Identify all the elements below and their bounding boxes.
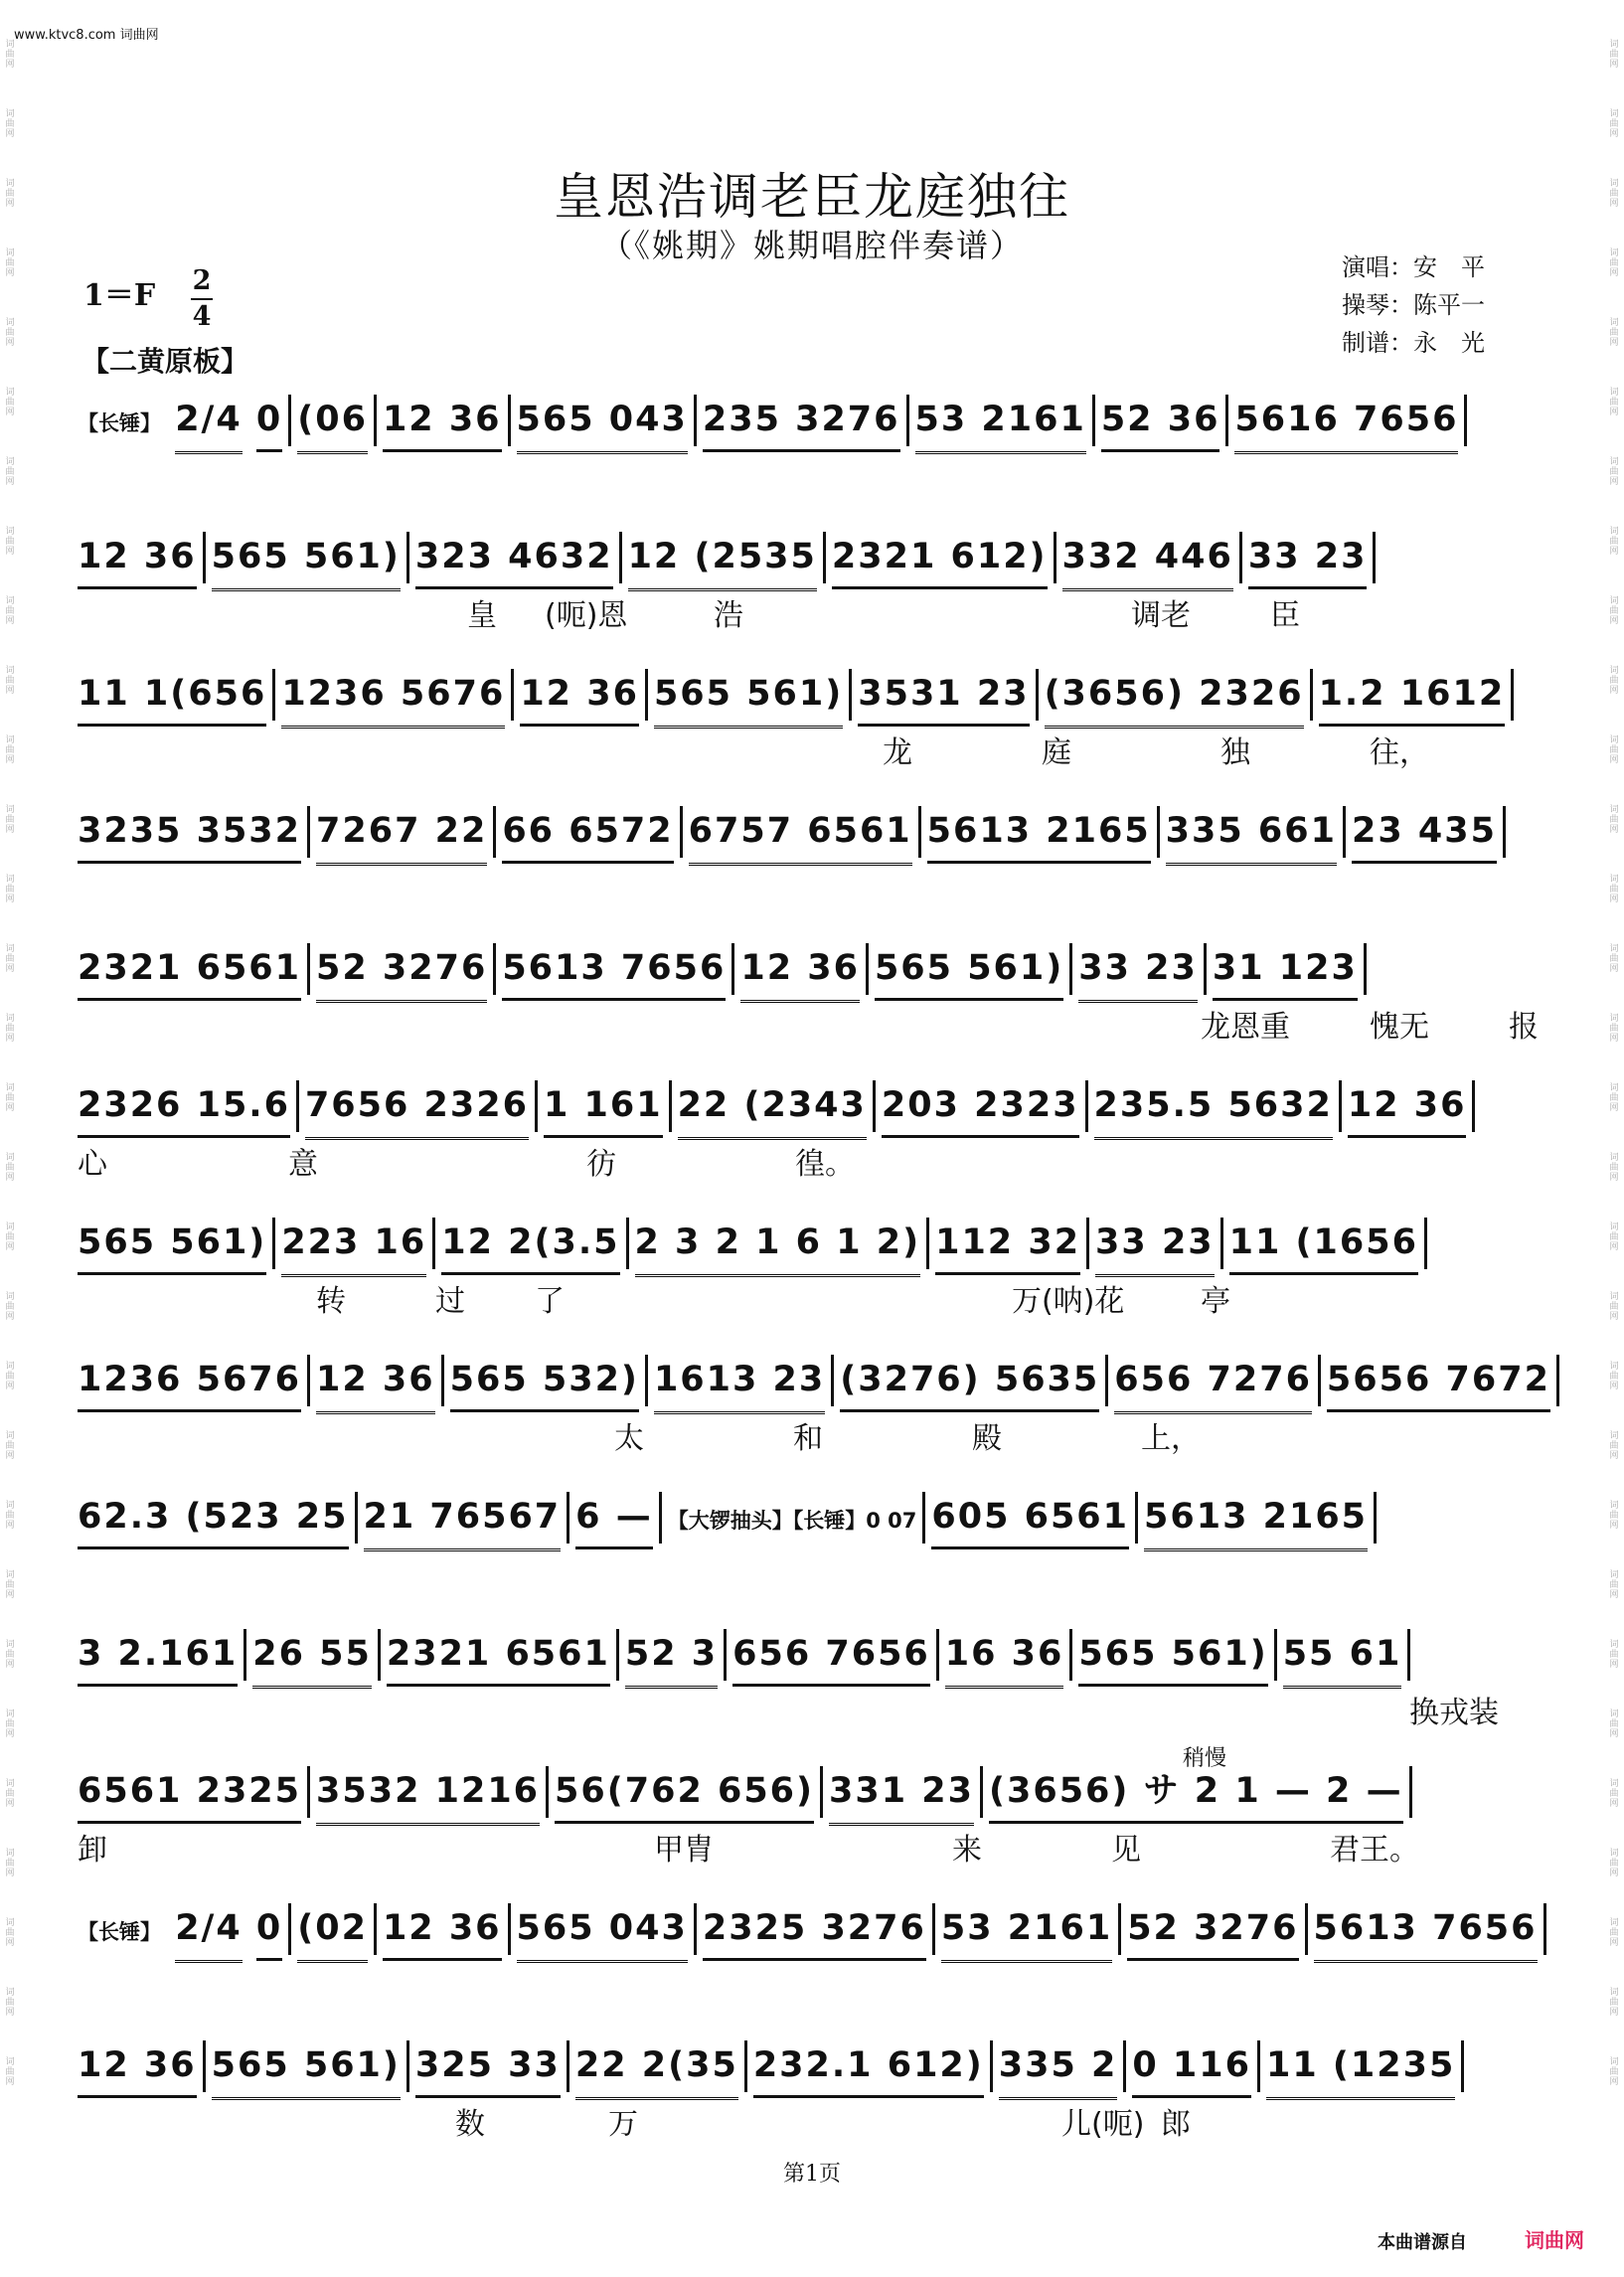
measure: 12 36 (383, 390, 502, 452)
barline (926, 1218, 929, 1269)
barline (1086, 1218, 1089, 1269)
measure: 12 (2535 (628, 527, 817, 591)
barline (1343, 806, 1346, 858)
meter-bottom: 4 (192, 301, 212, 332)
barline (1036, 669, 1039, 721)
notation-row (78, 390, 1539, 449)
lyric-text: 皇 (467, 598, 497, 633)
measure: 22 (2343 (678, 1075, 867, 1140)
barline (511, 669, 514, 721)
barline (831, 1355, 834, 1406)
measure: 7656 2326 (305, 1075, 529, 1140)
barline (1157, 806, 1160, 858)
barline (493, 806, 496, 858)
measure: 62.3 (523 25 (78, 1487, 349, 1549)
barline (823, 532, 826, 583)
measure: 656 7276 (1114, 1350, 1312, 1414)
measure: 5613 7656 (1314, 1898, 1538, 1963)
barline (1472, 1080, 1475, 1132)
lyric-text: 报 (1509, 1010, 1539, 1045)
barline (906, 395, 909, 446)
measure: 12 36 (383, 1898, 502, 1961)
meter-top: 2 (192, 265, 212, 296)
measure: 53 2161 (915, 390, 1086, 454)
measure: 112 32 (935, 1213, 1080, 1275)
barline (272, 1218, 275, 1269)
barline (619, 532, 622, 583)
barline (616, 1629, 619, 1681)
section-marker: 【长锤】 (78, 411, 161, 435)
lyrics-row (78, 1962, 1539, 2002)
barline (1274, 1629, 1277, 1681)
barline (922, 1492, 925, 1544)
measure: 3235 3532 (78, 801, 301, 864)
barline (1069, 943, 1072, 995)
measure: 1 161 (544, 1075, 663, 1138)
barline (546, 1766, 549, 1818)
barline (1135, 1492, 1138, 1544)
barline (744, 2040, 747, 2092)
measure: 33 23 (1078, 938, 1198, 1003)
barline (866, 943, 869, 995)
measure: 5613 2165 (1144, 1487, 1368, 1551)
lyric-text: 愧无 (1370, 1010, 1429, 1045)
lyric-text: 臣 (1270, 598, 1300, 633)
measure: 0 (256, 1898, 282, 1961)
lyric-text: 郎 (1161, 2107, 1191, 2142)
measure: 11 (1656 (1229, 1213, 1418, 1275)
measure: 1236 5676 (78, 1350, 301, 1412)
score-line (78, 1761, 1539, 1898)
notation-row (78, 664, 1539, 724)
measure: 33 23 (1248, 527, 1368, 589)
page-number: 第1页 (783, 2162, 841, 2187)
lyric-text: 往， (1370, 735, 1429, 770)
barline (1407, 1629, 1410, 1681)
measure: 11 (1235 (1266, 2035, 1455, 2100)
barline (694, 395, 697, 446)
measure: 12 36 (78, 2035, 197, 2098)
measure: 0 (256, 390, 282, 452)
lyric-text: 心 (78, 1147, 107, 1182)
barline (535, 1080, 538, 1132)
measure: 565 561) (212, 527, 401, 591)
credit-qin: 操琴：陈平一 (1342, 291, 1485, 319)
lyrics-row (78, 590, 1539, 633)
measure: 565 561) (212, 2035, 401, 2100)
measure: 2/4 (175, 1898, 243, 1963)
lyrics-row (78, 1413, 1539, 1456)
measure: 53 2161 (941, 1898, 1112, 1963)
barline (980, 1766, 983, 1818)
notation-row (78, 1898, 1539, 1958)
lyric-text: 彷 (586, 1147, 616, 1182)
lyric-text: 卸 (78, 1833, 107, 1868)
barline (1305, 1903, 1308, 1955)
score-line (78, 938, 1539, 1075)
lyric-text: 和 (793, 1421, 823, 1456)
lyric-text: 万(呐)花 (1012, 1284, 1125, 1319)
barline (1105, 1355, 1108, 1406)
barline (1225, 395, 1228, 446)
measure: 656 7656 (732, 1624, 930, 1687)
measure: (3656) サ 2 1 — 2 — (989, 1761, 1403, 1824)
measure: 56(762 656) (555, 1761, 814, 1824)
score-line (78, 527, 1539, 664)
measure: 235 3276 (703, 390, 900, 452)
barline (1374, 1492, 1377, 1544)
tempo-mark: 稍慢 (1183, 1746, 1227, 1771)
barline (1461, 2040, 1464, 2092)
barline (873, 1080, 876, 1132)
barline (1257, 2040, 1260, 2092)
measure: 21 76567 (364, 1487, 562, 1551)
measure: 323 4632 (415, 527, 613, 589)
measure: 52 3 (625, 1624, 718, 1689)
lyric-text: 转 (316, 1284, 346, 1319)
measure: 332 446 (1062, 527, 1233, 591)
measure: 5613 2165 (927, 801, 1151, 864)
measure: 565 043 (517, 390, 688, 454)
notation-row (78, 1075, 1539, 1135)
section-marker: 【大锣抽头】【长锤】0 07 (667, 1509, 917, 1533)
measure: 55 61 (1283, 1624, 1402, 1689)
barline (355, 1492, 358, 1544)
measure: 52 3276 (1127, 1898, 1298, 1961)
page-subtitle: （《姚期》姚期唱腔伴奏谱） (599, 227, 1024, 264)
score-line (78, 1075, 1539, 1213)
measure: 1613 23 (654, 1350, 825, 1414)
lyric-text: 君王。 (1330, 1833, 1419, 1868)
measure: 12 2(3.5 (441, 1213, 619, 1275)
barline (307, 1766, 310, 1818)
barline (724, 1629, 727, 1681)
measure: 0 116 (1132, 2035, 1251, 2098)
barline (1373, 532, 1376, 583)
barline (932, 1903, 935, 1955)
barline (1364, 943, 1367, 995)
time-signature (191, 266, 213, 332)
notation-row (78, 1350, 1550, 1409)
measure: 3532 1216 (316, 1761, 540, 1826)
measure: 12 36 (1348, 1075, 1467, 1138)
lyric-text: 数 (455, 2107, 485, 2142)
barline (296, 1080, 299, 1132)
measure: 31 123 (1213, 938, 1358, 1001)
measure: 2326 15.6 (78, 1075, 290, 1138)
barline (990, 2040, 993, 2092)
barline (1118, 1903, 1121, 1955)
measure: 335 2 (999, 2035, 1118, 2100)
barline (406, 2040, 409, 2092)
barline (918, 806, 921, 858)
measure: 2325 3276 (703, 1898, 926, 1961)
barline (1310, 669, 1313, 721)
key-signature: 1＝F (83, 278, 156, 313)
lyric-text: 太 (614, 1421, 644, 1456)
credit-singer: 演唱：安 平 (1342, 253, 1485, 281)
score-line (78, 664, 1539, 801)
notation-row (78, 1624, 1539, 1684)
measure: 2321 612) (832, 527, 1048, 589)
barline (203, 532, 206, 583)
notation-row (78, 1213, 1539, 1272)
lyric-text: 调老 (1131, 598, 1191, 633)
measure: 22 2(35 (575, 2035, 738, 2100)
notation-row (78, 801, 1539, 861)
measure: 2321 6561 (387, 1624, 610, 1687)
lyric-text: 来 (952, 1833, 982, 1868)
lyric-text: 徨。 (795, 1147, 855, 1182)
notation-row (78, 1761, 1539, 1821)
barline (645, 1355, 648, 1406)
measure: 203 2323 (882, 1075, 1079, 1138)
footer-source: 本曲谱源自 (1378, 2232, 1467, 2253)
left-watermark-strip: 词曲网 词曲网 词曲网 词曲网 词曲网 词曲网 词曲网 词曲网 词曲网 词曲网 词曲网 词曲网 词曲网 词曲网 词曲网 词曲网 词曲网 词曲网 词曲网 词曲网 词曲网 词曲网 词曲网 词曲网 词曲网 词曲网 词曲网 词曲网 词曲网 词曲网 (5, 40, 15, 2087)
measure: 5613 7656 (502, 938, 726, 1001)
barline (645, 669, 648, 721)
measure: 2321 6561 (78, 938, 301, 1001)
score-line (78, 1898, 1539, 2035)
measure: 6 — (575, 1487, 653, 1549)
lyric-text: 上， (1141, 1421, 1201, 1456)
lyric-text: 意 (288, 1147, 318, 1182)
lyrics-row (78, 453, 1539, 493)
measure: 565 532) (450, 1350, 639, 1412)
barline (272, 669, 275, 721)
barline (1092, 395, 1095, 446)
measure: 52 3276 (316, 938, 487, 1003)
barline (1239, 532, 1242, 583)
barline (567, 1492, 569, 1544)
lyric-text: 亭 (1201, 1284, 1230, 1319)
measure: 3531 23 (858, 664, 1029, 727)
measure: 232.1 612) (753, 2035, 984, 2098)
barline (1556, 1355, 1559, 1406)
barline (374, 1903, 377, 1955)
lyric-text: (呃)恩 (545, 598, 628, 633)
barline (567, 2040, 569, 2092)
measure: 5616 7656 (1234, 390, 1458, 454)
barline (680, 806, 683, 858)
lyrics-row (78, 1002, 1539, 1045)
section-marker: 【长锤】 (78, 1920, 161, 1944)
measure: 12 36 (78, 527, 197, 589)
barline (820, 1766, 823, 1818)
lyric-text: 换戎装 (1409, 1696, 1499, 1730)
score-line (78, 390, 1539, 527)
barline (1085, 1080, 1088, 1132)
lyric-text: 浩 (714, 598, 743, 633)
measure: 23 435 (1352, 801, 1497, 864)
barline (1054, 532, 1056, 583)
lyric-text: 儿(呃) (1061, 2107, 1145, 2142)
measure: (06 (297, 390, 368, 454)
measure: 66 6572 (502, 801, 673, 864)
barline (1464, 395, 1467, 446)
lyric-text: 甲胄 (654, 1833, 714, 1868)
lyrics-row (78, 1550, 1539, 1590)
lyrics-row (78, 865, 1539, 904)
barline (659, 1492, 662, 1544)
lyrics-row (78, 1139, 1539, 1182)
measure: 331 23 (829, 1761, 974, 1826)
score-line (78, 1624, 1539, 1761)
lyrics-row (78, 1825, 1539, 1868)
measure: 5656 7672 (1327, 1350, 1550, 1412)
measure: (3276) 5635 (840, 1350, 1099, 1412)
barline (406, 532, 409, 583)
measure: 12 36 (316, 1350, 435, 1414)
measure: 7267 22 (316, 801, 487, 866)
measure: 6757 6561 (689, 801, 912, 866)
measure: 16 36 (945, 1624, 1064, 1689)
barline (731, 943, 734, 995)
barline (1204, 943, 1207, 995)
measure: 605 6561 (931, 1487, 1129, 1549)
measure: 223 16 (281, 1213, 426, 1277)
lyric-text: 庭 (1042, 735, 1071, 770)
barline (441, 1355, 444, 1406)
measure: 26 55 (252, 1624, 372, 1689)
lyrics-row (78, 728, 1539, 770)
measure: 52 36 (1101, 390, 1220, 452)
barline (288, 1903, 291, 1955)
measure: 3 2.161 (78, 1624, 238, 1687)
notation-row (78, 2035, 1539, 2095)
barline (307, 806, 310, 858)
lyrics-row (78, 2099, 1539, 2142)
measure: 1.2 1612 (1319, 664, 1506, 727)
credits (1342, 248, 1485, 362)
measure: 12 36 (520, 664, 639, 727)
barline (1424, 1218, 1427, 1269)
measure: 565 561) (1078, 1624, 1267, 1687)
barline (307, 1355, 310, 1406)
measure: 565 561) (875, 938, 1063, 1001)
barline (694, 1903, 697, 1955)
barline (1503, 806, 1506, 858)
lyric-text: 龙 (883, 735, 912, 770)
score-line (78, 801, 1539, 938)
score-line (78, 1213, 1539, 1350)
barline (508, 1903, 511, 1955)
mode-label: 【二黄原板】 (81, 345, 249, 378)
credit-notation: 制谱：永 光 (1342, 329, 1485, 357)
barline (508, 395, 511, 446)
barline (626, 1218, 629, 1269)
score-line (78, 1487, 1539, 1624)
lyrics-row (78, 1688, 1539, 1730)
notation-row (78, 938, 1539, 998)
lyric-text: 独 (1220, 735, 1250, 770)
lyric-text: 殿 (972, 1421, 1002, 1456)
measure: 33 23 (1095, 1213, 1215, 1277)
page-title: 皇恩浩调老臣龙庭独往 (554, 168, 1070, 226)
measure: 2 3 2 1 6 1 2) (635, 1213, 921, 1277)
barline (669, 1080, 672, 1132)
measure: 2/4 (175, 390, 243, 454)
barline (849, 669, 852, 721)
notation-row (78, 527, 1539, 586)
measure: 325 33 (415, 2035, 561, 2098)
lyric-text: 万 (608, 2107, 638, 2142)
footer-logo[interactable]: 词曲网 (1525, 2228, 1584, 2252)
lyrics-row (78, 1276, 1539, 1319)
measure: 1236 5676 (281, 664, 505, 729)
barline (936, 1629, 939, 1681)
measure: 11 1(656 (78, 664, 266, 727)
measure: 565 561) (654, 664, 843, 729)
site-url[interactable]: www.ktvc8.com 词曲网 (14, 28, 159, 43)
lyric-text: 了 (535, 1284, 565, 1319)
measure: 565 561) (78, 1213, 266, 1275)
measure: 565 043 (517, 1898, 688, 1963)
barline (1318, 1355, 1321, 1406)
score-line (78, 1350, 1550, 1487)
barline (1543, 1903, 1546, 1955)
lyric-text: 过 (435, 1284, 465, 1319)
notation-row (78, 1487, 1539, 1546)
barline (1069, 1629, 1072, 1681)
barline (1220, 1218, 1223, 1269)
lyric-text: 见 (1111, 1833, 1141, 1868)
barline (244, 1629, 246, 1681)
measure: 235.5 5632 (1094, 1075, 1333, 1140)
measure: (02 (297, 1898, 368, 1963)
meter-bar (191, 298, 213, 300)
barline (432, 1218, 435, 1269)
barline (307, 943, 310, 995)
barline (493, 943, 496, 995)
barline (1409, 1766, 1412, 1818)
right-watermark-strip: 词曲网 词曲网 词曲网 词曲网 词曲网 词曲网 词曲网 词曲网 词曲网 词曲网 词曲网 词曲网 词曲网 词曲网 词曲网 词曲网 词曲网 词曲网 词曲网 词曲网 词曲网 词曲网 词曲网 词曲网 词曲网 词曲网 词曲网 词曲网 词曲网 词曲网 (1609, 40, 1619, 2087)
lyric-text: 龙恩重 (1201, 1010, 1290, 1045)
barline (378, 1629, 381, 1681)
barline (1511, 669, 1514, 721)
measure: (3656) 2326 (1045, 664, 1304, 729)
barline (374, 395, 377, 446)
barline (1339, 1080, 1342, 1132)
measure: 335 661 (1166, 801, 1337, 866)
barline (203, 2040, 206, 2092)
measure: 12 36 (740, 938, 860, 1003)
measure: 6561 2325 (78, 1761, 301, 1824)
barline (1123, 2040, 1126, 2092)
barline (288, 395, 291, 446)
score-line (78, 2035, 1539, 2173)
